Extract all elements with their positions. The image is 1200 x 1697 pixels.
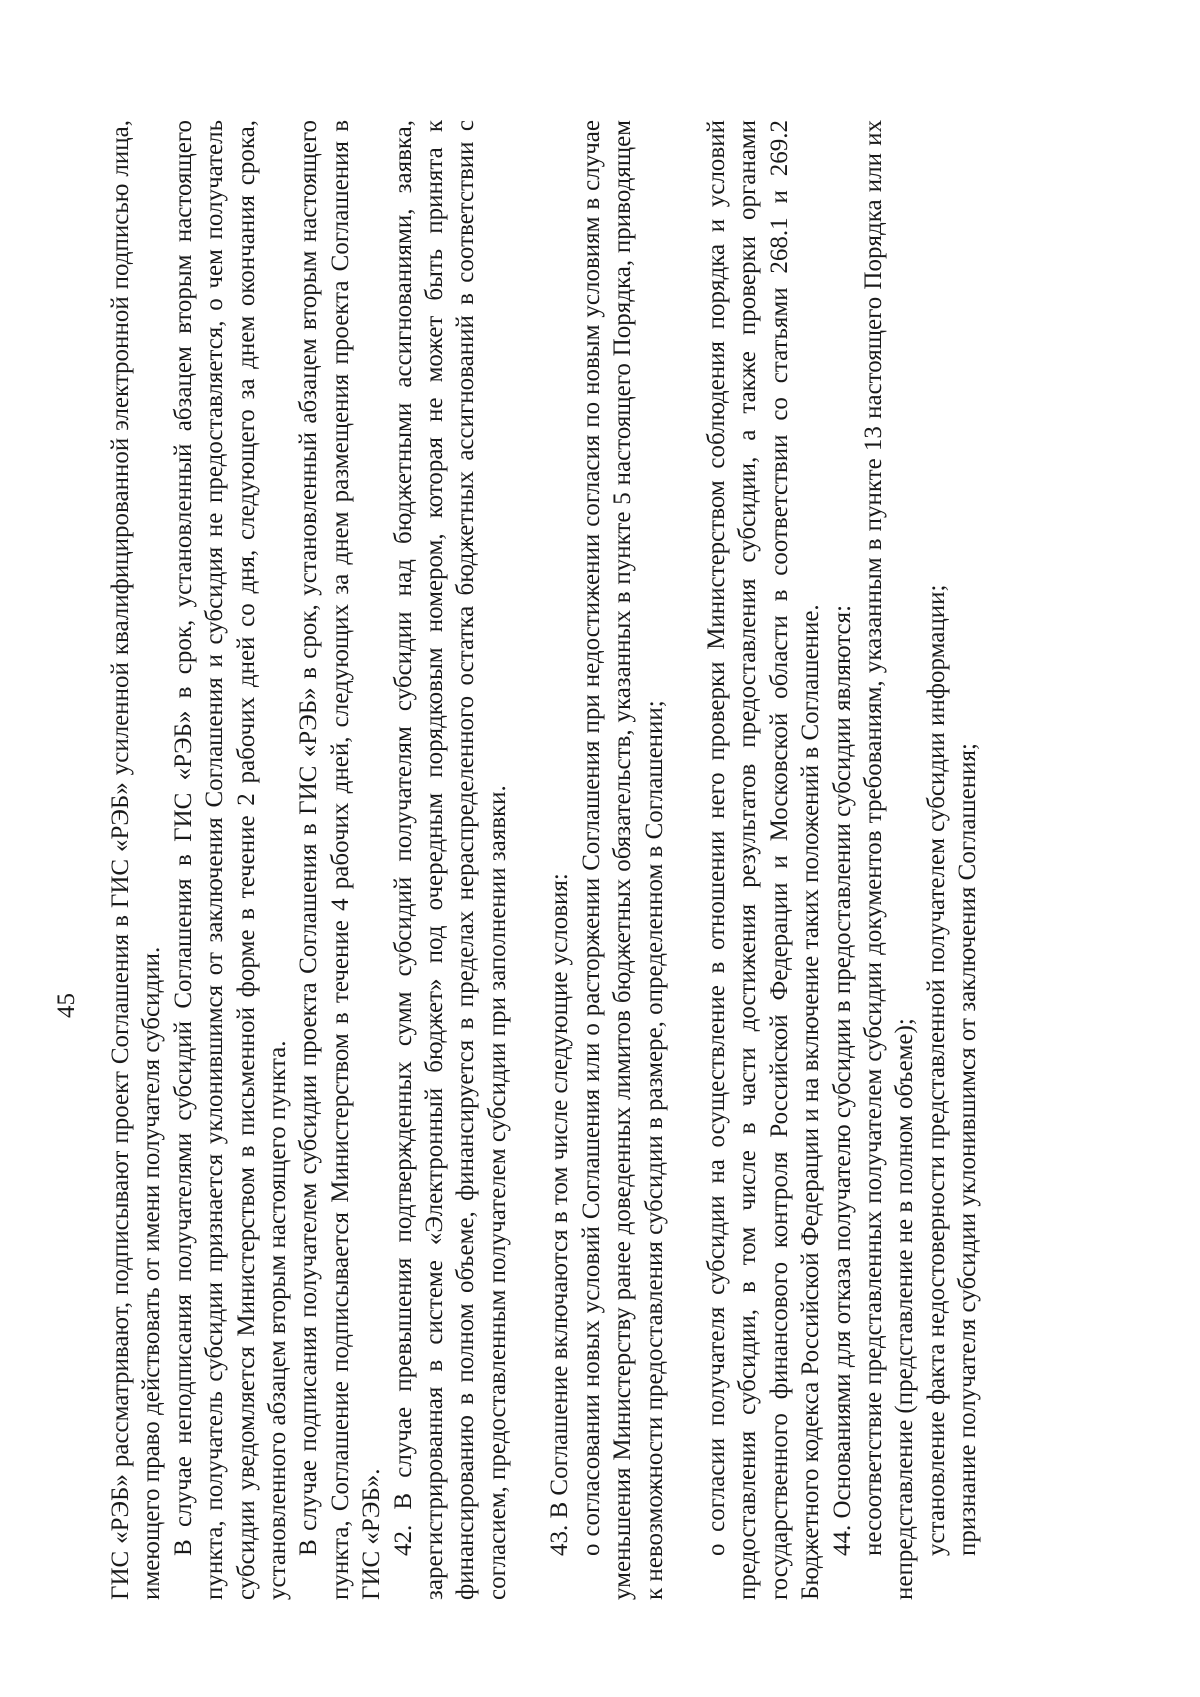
paragraph-44: 44. Основаниями для отказа получателю субсидии в предоставлении субсидии являются: [828,604,856,1556]
rotated-page-body [105,120,984,1600]
page-number: 45 [53,993,80,1018]
paragraph-43-condition-1: о согласовании новых условий Соглашения или о расторжении Соглашения при недостижении согласия по новым условиям в случае уменьшения Министерству ранее доведенных лимитов бюджетных обязательств, указанных в пункте 5 настоящего Порядка, приводящем к невозможности предоставления субсидии в размере, определенном в Соглашении; [577,120,668,1600]
paragraph-signed-agreement: В случае подписания получателем субсидии проекта Соглашения в ГИС «РЭБ» в срок, установленный абзацем вторым настоящего пункта, Соглашение подписывается Министерством в течение 4 рабочих дней, следующих за днем размещения проекта Соглашения в ГИС «РЭБ». [295,120,386,1600]
document-text [105,120,984,1600]
paragraph-44-ground-2: установление факта недостоверности представленной получателем субсидии информации; [922,584,950,1556]
paragraph-unsigned-agreement: В случае неподписания получателями субсидий Соглашения в ГИС «РЭБ» в срок, установленный абзацем вторым настоящего пункта, получатель субсидии признается уклонившимся от заключения Соглашения и субсидия не предоставляется, о чем получатель субсидии уведомляется Министерством в письменной форме в течение 2 рабочих дней со дня, следующего за днем окончания срока, установленного абзацем вторым настоящего пункта. [169,120,292,1600]
paragraph-44-ground-1: несоответствие представленных получателем субсидии документов требованиям, указанным в пункте 13 настоящего Порядка или их непредставление (представление не в полном объеме); [859,120,919,1600]
paragraph-42: 42. В случае превышения подтвержденных сумм субсидий получателям субсидии над бюджетными ассигнованиями, заявка, зарегистрированная в системе «Электронный бюджет» под очередным порядковым номером, которая не может быть принята к финансированию в полном объеме, финансируется в пределах нераспределенного остатка бюджетных ассигнований в соответствии с согласием, предоставленным получателем субсидии при заполнении заявки. [389,120,511,1600]
paragraph-continuation: ГИС «РЭБ» рассматривают, подписывают проект Соглашения в ГИС «РЭБ» усиленной квалифицированной электронной подписью лица, имеющего право действовать от имени получателя субсидии. [107,120,166,1600]
paragraph-44-ground-3: признание получателя субсидии уклонившимся от заключения Соглашения; [954,743,982,1556]
paragraph-43-condition-2: о согласии получателя субсидии на осуществление в отношении него проверки Министерством соблюдения порядка и условий предоставления субсидии, в том числе в части достижения результатов предоставления субсидии, а также проверки органами государственного финансового контроля Российской Федерации и Московской области в соответствии со статьями 268.1 и 269.2 Бюджетного кодекса Российской Федерации и на включение таких положений в Соглашение. [702,120,825,1600]
paragraph-43: 43. В Соглашение включаются в том числе следующие условия: [546,873,574,1556]
